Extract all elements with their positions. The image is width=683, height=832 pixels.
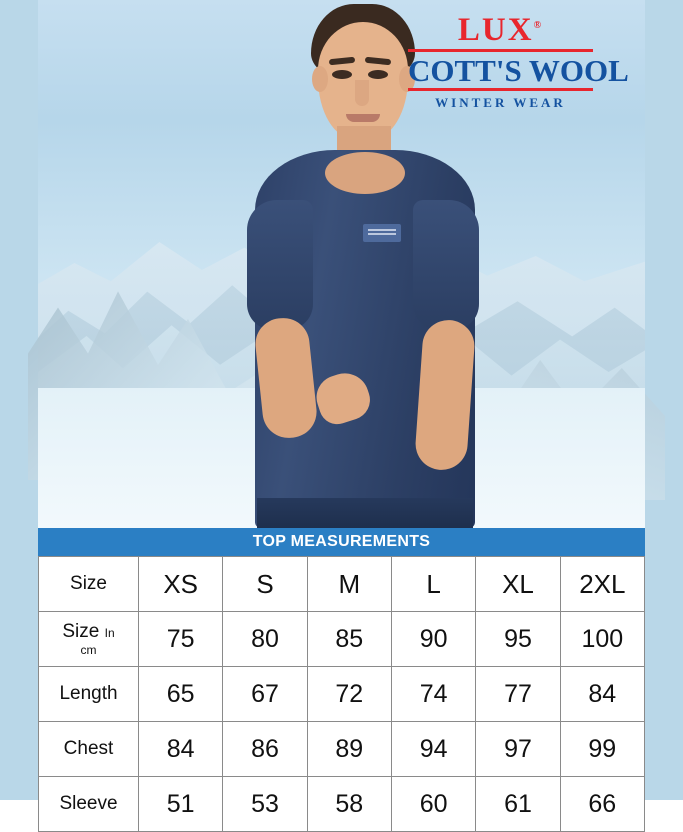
cell-sleeve-xl: 61 [476, 777, 560, 832]
logo-divider-lower [408, 88, 593, 91]
brand-name [458, 14, 543, 47]
header-l: L [391, 557, 475, 612]
cell-sleeve-l: 60 [391, 777, 475, 832]
garment-sleeve-left [247, 200, 313, 330]
row-label-chest: Chest [39, 722, 139, 777]
header-s: S [223, 557, 307, 612]
cell-chest-xl: 97 [476, 722, 560, 777]
product-photo [38, 0, 645, 528]
cell-length-s: 67 [223, 667, 307, 722]
garment-sleeve-right [413, 200, 479, 330]
cell-length-m: 72 [307, 667, 391, 722]
cell-chest-xs: 84 [139, 722, 223, 777]
cell-size-xl: 95 [476, 612, 560, 667]
header-xs: XS [139, 557, 223, 612]
header-size: Size [39, 557, 139, 612]
registered-mark: ® [533, 20, 544, 31]
model-nose [355, 80, 369, 106]
cell-chest-m: 89 [307, 722, 391, 777]
cell-sleeve-2xl: 66 [560, 777, 644, 832]
model-eye-left [332, 70, 352, 79]
cell-size-l: 90 [391, 612, 475, 667]
row-label-size-in-cm [39, 612, 139, 667]
table-row [39, 722, 645, 777]
brand-logo [408, 12, 629, 110]
cell-size-m: 85 [307, 612, 391, 667]
header-2xl: 2XL [560, 557, 644, 612]
row-label-text: Size [62, 621, 100, 642]
model-eye-right [368, 70, 388, 79]
logo-divider [408, 49, 593, 52]
cell-sleeve-s: 53 [223, 777, 307, 832]
cell-size-s: 80 [223, 612, 307, 667]
brand-tagline: WINTER WEAR [435, 95, 566, 110]
measurements-section [38, 528, 645, 818]
cell-size-2xl: 100 [560, 612, 644, 667]
cell-chest-s: 86 [223, 722, 307, 777]
table-title: TOP MEASUREMENTS [38, 528, 645, 556]
row-label-unit: cm [80, 643, 97, 657]
brand-name-text: LUX [457, 12, 534, 48]
table-row [39, 612, 645, 667]
size-measurement-table [38, 556, 645, 832]
row-label-sleeve: Sleeve [39, 777, 139, 832]
cell-length-l: 74 [391, 667, 475, 722]
header-xl: XL [476, 557, 560, 612]
cell-chest-2xl: 99 [560, 722, 644, 777]
cell-length-xs: 65 [139, 667, 223, 722]
cell-sleeve-m: 58 [307, 777, 391, 832]
cell-chest-l: 94 [391, 722, 475, 777]
garment-chest-logo [363, 224, 401, 242]
brand-sub-name: COTT'S WOOL [408, 53, 629, 88]
table-header-row [39, 557, 645, 612]
garment-collar [325, 152, 405, 194]
garment-waistband [257, 498, 473, 528]
row-label-length: Length [39, 667, 139, 722]
table-row [39, 777, 645, 832]
row-label-sub: In [104, 626, 115, 640]
model-ear-left [312, 66, 328, 92]
cell-length-xl: 77 [476, 667, 560, 722]
model-arm-right [414, 318, 476, 471]
header-m: M [307, 557, 391, 612]
cell-length-2xl: 84 [560, 667, 644, 722]
cell-sleeve-xs: 51 [139, 777, 223, 832]
cell-size-xs: 75 [139, 612, 223, 667]
table-row [39, 667, 645, 722]
model-mouth [346, 114, 380, 122]
